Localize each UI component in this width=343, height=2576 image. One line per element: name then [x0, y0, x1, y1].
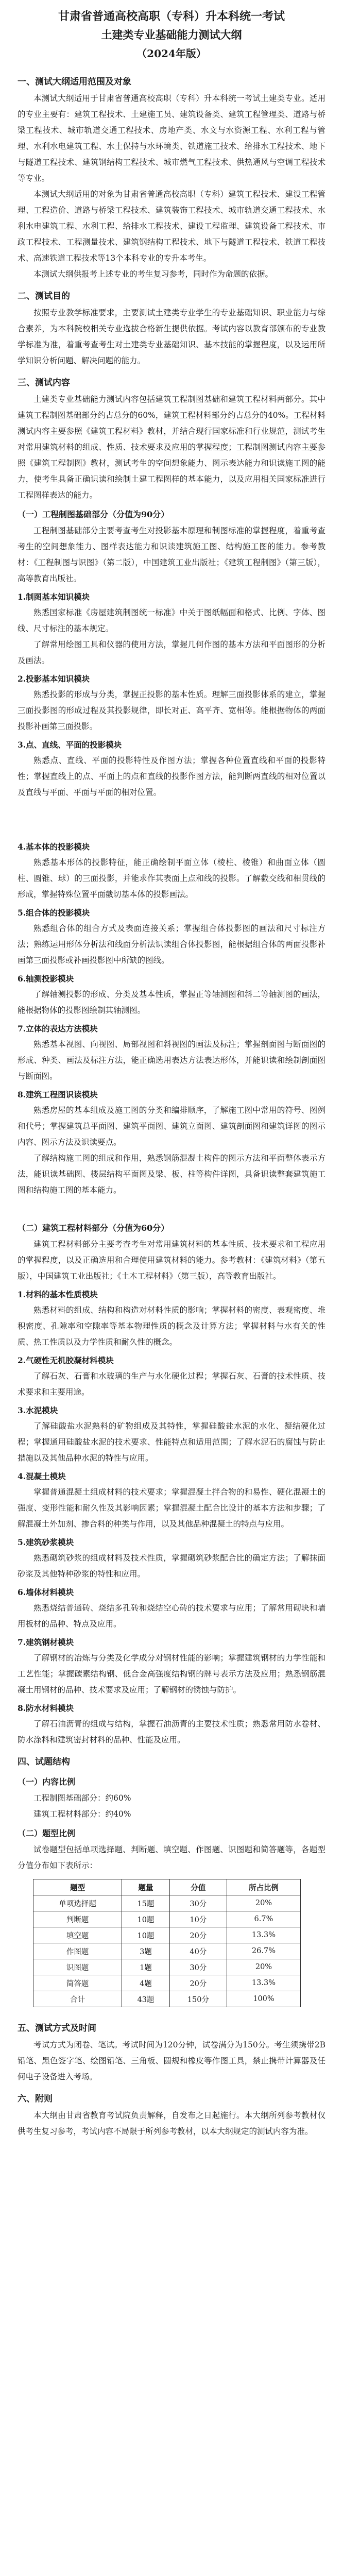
paragraph: 了解常用绘图工具和仪器的使用方法，掌握几何作图的基本方法和平面图形的分析及画法。	[18, 640, 325, 665]
module-heading: 3.水泥模块	[18, 1405, 58, 1415]
paragraph: 建筑工程材料部分主要考查考生对常用建筑材料的基本性质、技术要求和工程应用的掌握程度，以及正确选用和合理使用建筑材料的能力。参考教材：《建筑材料》（第五版），中国建筑工业出版社；《土木工程材料》（第三版），高等教育出版社。	[18, 1240, 325, 1281]
paragraph: 了解硅酸盐水泥熟料的矿物组成及其特性，掌握硅酸盐水泥的水化、凝结硬化过程；掌握通用硅酸盐水泥的技术要求、性能特点和适用范围；了解水泥石的腐蚀与防止措施以及其他品种水泥的特性与应用。	[18, 1421, 325, 1463]
paragraph: 了解石灰、石膏和水玻璃的生产与水化硬化过程；掌握石灰、石膏的技术性质、技术要求和主要用途。	[18, 1371, 325, 1397]
table-cell: 20%	[227, 1895, 300, 1911]
paragraph: 熟悉国家标准《房屋建筑制图统一标准》中关于图纸幅面和格式、比例、字体、图线、尺寸标注的基本规定。	[18, 608, 325, 633]
section-spacer	[18, 1198, 325, 1217]
module-heading: 3.点、直线、平面的投影模块	[18, 740, 122, 750]
list-item: 工程制图基础部分：约60%	[33, 1793, 131, 1803]
table-cell: 10题	[122, 1911, 170, 1927]
table-row	[33, 1975, 301, 1991]
table-row	[33, 1959, 301, 1975]
table-cell: 简答题	[33, 1975, 122, 1991]
paragraph: 了解结构施工图的组成和作用，熟悉钢筋混凝土构件的图示方法和平面整体表示方法，能识读基础图、楼层结构平面图及梁、板、柱等构件详图，具备识读整套建筑施工图和结构施工图的基本能力。	[18, 1154, 325, 1195]
subsection-heading-content-ratio: （一）内容比例	[18, 1777, 76, 1787]
table-cell: 20分	[169, 1927, 227, 1943]
table-cell: 43题	[122, 1991, 170, 2007]
module-heading: 8.防水材料模块	[18, 1703, 74, 1713]
module-heading: 4.基本体的投影模块	[18, 842, 90, 852]
paragraph: 了解轴测投影的形成、分类及基本性质，掌握正等轴测图和斜二等轴测图的画法，能根据物体的投影图绘制其轴测图。	[18, 990, 325, 1015]
document-title-line2: 土建类专业基础能力测试大纲	[101, 28, 242, 41]
paragraph: 掌握普通混凝土组成材料的技术要求；掌握混凝土拌合物的和易性、硬化混凝土的强度、变形性能和耐久性及其影响因素；掌握混凝土配合比设计的基本方法和步骤；了解混凝土外加剂、掺合料的种类与作用，以及其他品种混凝土的特点与应用。	[18, 1487, 325, 1529]
table-cell: 20%	[227, 1959, 300, 1975]
module-heading: 8.建筑工程图识读模块	[18, 1090, 98, 1099]
list-item: 建筑工程材料部分：约40%	[33, 1809, 131, 1819]
table-row-total	[33, 1991, 301, 2007]
paragraph: 熟悉基本形体的投影特征，能正确绘制平面立体（棱柱、棱锥）和曲面立体（圆柱、圆锥、球）的三面投影，并能求作其表面上点和线的投影。了解截交线和相贯线的形成，掌握特殊位置平面截切基本体的投影画法。	[18, 858, 325, 899]
document-title-line1: 甘肃省普通高校高职（专科）升本科统一考试	[58, 10, 285, 23]
table-cell: 填空题	[33, 1927, 122, 1943]
table-cell: 100%	[227, 1991, 300, 2007]
module-heading: 5.建筑砂浆模块	[18, 1537, 74, 1547]
module-heading: 1.制图基本知识模块	[18, 592, 90, 602]
table-cell: 判断题	[33, 1911, 122, 1927]
part-heading-materials: （二）建筑工程材料部分（分值为60分）	[18, 1223, 169, 1233]
module-heading: 6.墙体材料模块	[18, 1587, 74, 1597]
table-cell: 3题	[122, 1943, 170, 1959]
table-row	[33, 1927, 301, 1943]
table-header-row	[33, 1879, 301, 1895]
table-cell: 30分	[169, 1895, 227, 1911]
paragraph: 熟悉烧结普通砖、烧结多孔砖和烧结空心砖的技术要求与应用；了解常用砌块和墙用板材的品种、特点及应用。	[18, 1603, 325, 1629]
module-heading: 6.轴测投影模块	[18, 974, 74, 984]
paragraph: 熟悉投影的形成与分类，掌握正投影的基本性质。理解三面投影体系的建立，掌握三面投影图的形成过程及其投影规律，即长对正、高平齐、宽相等。能根据物体的两面投影补画第三面投影。	[18, 690, 325, 731]
subsection-heading-question-types: （二）题型比例	[18, 1828, 76, 1838]
paragraph: 工程制图基础部分主要考查考生对投影基本原理和制图标准的掌握程度，着重考查考生的空间想象能力、图样表达能力和识读建筑施工图、结构施工图的能力。参考教材：《工程制图与识图》（第二版），中国建筑工业出版社；《建筑工程制图》（第三版），高等教育出版社。	[18, 526, 325, 583]
table-header-cell: 题量	[122, 1879, 170, 1895]
table-cell: 150分	[169, 1991, 227, 2007]
paragraph: 本测试大纲适用的对象为甘肃省普通高校高职（专科）建筑工程技术、建设工程管理、工程造价、道路与桥梁工程技术、建筑装饰工程技术、城市轨道交通工程技术、水利水电建筑工程、水利工程、给排水工程技术、建设工程监理、建筑设备工程技术、市政工程技术、工程测量技术、建筑钢结构工程技术、地下与隧道工程技术、铁道工程技术、高速铁道工程技术等13个本科专业的专升本考生。	[18, 190, 325, 263]
paragraph: 熟悉基本视图、向视图、局部视图和斜视图的画法及标注；掌握剖面图与断面图的形成、种类、画法及标注方法，能正确选用表达方法表达形体，并能识读和绘制剖面图与断面图。	[18, 1040, 325, 1081]
table-cell: 单项选择题	[33, 1895, 122, 1911]
paragraph: 本测试大纲供报考上述专业的考生复习参考，同时作为命题的依据。	[33, 269, 273, 279]
section-heading-structure: 四、试题结构	[18, 1757, 70, 1767]
table-cell: 作图题	[33, 1943, 122, 1959]
table-row	[33, 1943, 301, 1959]
table-cell: 13.3%	[227, 1975, 300, 1991]
paragraph: 按照专业教学标准要求，主要测试土建类专业学生的专业基础知识、职业能力与综合素养，为本科院校相关专业选拔合格新生提供依据。考试内容以教育部颁布的专业教学标准为准，着重考查考生对土建类专业基础知识、基本技能的掌握程度，以及运用所学知识分析问题、解决问题的能力。	[18, 308, 325, 365]
paragraph: 本大纲由甘肃省教育考试院负责解释，自发布之日起施行。本大纲所列参考教材仅供考生复习参考，考试内容不局限于所列参考教材，以本大纲规定的测试内容为准。	[18, 2111, 325, 2136]
module-heading: 5.组合体的投影模块	[18, 908, 90, 918]
table-cell: 26.7%	[227, 1943, 300, 1959]
paragraph: 了解钢材的冶炼与分类及化学成分对钢材性能的影响；掌握建筑钢材的力学性能和工艺性能；掌握碳素结构钢、低合金高强度结构钢的牌号表示方法及应用；熟悉钢筋混凝土用钢材的品种、技术要求及应用；了解钢材的锈蚀与防护。	[18, 1653, 325, 1694]
section-heading-content: 三、测试内容	[18, 378, 70, 388]
section-heading-method: 五、测试方式及时间	[18, 2023, 96, 2033]
module-heading: 2.投影基本知识模块	[18, 674, 90, 684]
paragraph: 熟悉材料的组成、结构和构造对材料性质的影响；掌握材料的密度、表观密度、堆积密度、孔隙率和空隙率等基本物理性质的概念及计算方法；掌握材料与水有关的性质、热工性质以及力学性质和耐久性的概念。	[18, 1306, 325, 1347]
paragraph: 熟悉点、直线、平面的投影特性及作图方法；掌握各种位置直线和平面的投影特性；掌握直线上的点、平面上的点和直线的投影作图方法，能判断两直线的相对位置以及直线与平面、平面与平面的相对位置。	[18, 756, 325, 797]
page-break-space	[18, 801, 325, 837]
paragraph: 熟悉砌筑砂浆的组成材料及技术性质，掌握砌筑砂浆配合比的确定方法；了解抹面砂浆及其他特种砂浆的特性和应用。	[18, 1553, 325, 1579]
table-cell: 6.7%	[227, 1911, 300, 1927]
paragraph: 土建类专业基础能力测试内容包括建筑工程制图基础和建筑工程材料两部分。其中建筑工程制图基础部分约占总分的60%，建筑工程材料部分约占总分的40%。工程材料测试内容主要参照《建筑工程材料》教材，并结合现行国家标准和行业规范，测试考生对常用建筑材料的组成、性质、技术要求及应用的掌握程度；工程制图测试内容主要参照《建筑工程制图》教材，测试考生的空间想象能力、图示表达能力和识读施工图的能力，使考生具备正确识读和绘制土建工程图样的基本能力，以及应用相关国家标准进行工程图样表达的能力。	[18, 395, 325, 500]
paragraph: 熟悉房屋的基本组成及施工图的分类和编排顺序，了解施工图中常用的符号、图例和代号；掌握建筑总平面图、建筑平面图、建筑立面图、建筑剖面图和建筑详图的图示内容、图示方法及识读要点。	[18, 1106, 325, 1147]
paragraph: 熟悉组合体的组合方式及表面连接关系；掌握组合体投影图的画法和尺寸标注方法；熟练运用形体分析法和线面分析法识读组合体投影图，能根据组合体的两面投影补画第三面投影或补画投影图中所缺的图线。	[18, 924, 325, 965]
section-heading-scope: 一、测试大纲适用范围及对象	[18, 77, 131, 87]
module-heading: 7.立体的表达方法模块	[18, 1024, 98, 1033]
paragraph: 试卷题型包括单项选择题、判断题、填空题、作图题、识图题和简答题等，各题型分值分布如下表所示：	[18, 1845, 325, 1870]
table-cell: 30分	[169, 1959, 227, 1975]
table-row	[33, 1895, 301, 1911]
module-heading: 4.混凝土模块	[18, 1471, 66, 1481]
table-cell: 4题	[122, 1975, 170, 1991]
table-header-cell: 题型	[33, 1879, 122, 1895]
table-cell: 合计	[33, 1991, 122, 2007]
table-cell: 15题	[122, 1895, 170, 1911]
question-type-table	[33, 1879, 301, 2007]
table-cell: 13.3%	[227, 1927, 300, 1943]
section-heading-purpose: 二、测试目的	[18, 291, 70, 301]
table-cell: 识图题	[33, 1959, 122, 1975]
table-cell: 10分	[169, 1911, 227, 1927]
table-row	[33, 1911, 301, 1927]
table-cell: 10题	[122, 1927, 170, 1943]
document-title-year: （2024年版）	[136, 47, 207, 60]
module-heading: 7.建筑钢材模块	[18, 1637, 74, 1647]
table-cell: 1题	[122, 1959, 170, 1975]
table-cell: 40分	[169, 1943, 227, 1959]
section-heading-appendix: 六、附则	[18, 2094, 53, 2104]
paragraph: 本测试大纲适用于甘肃省普通高校高职（专科）升本科统一考试土建类专业。适用的专业主要有：建筑工程技术、土建施工员、建筑设备类、建筑工程管理类、道路与桥梁工程技术、城市轨道交通工程技术、房地产类、水文与水资源工程、水利工程与管理、水利水电建筑工程、水土保持与水环境类、铁道施工技术、给排水工程技术、地下与隧道工程技术、建筑钢结构工程技术、城市燃气工程技术、供热通风与空调工程技术等专业。	[18, 94, 325, 183]
module-heading: 1.材料的基本性质模块	[18, 1290, 98, 1299]
part-heading-drawing: （一）工程制图基础部分（分值为90分）	[18, 510, 169, 519]
paragraph: 考试方式为闭卷、笔试。考试时间为120分钟，试卷满分为150分。考生须携带2B铅笔、黑色签字笔、绘图铅笔、三角板、圆规和橡皮等作图工具，禁止携带计算器及任何电子设备进入考场。	[18, 2040, 325, 2081]
module-heading: 2.气硬性无机胶凝材料模块	[18, 1355, 114, 1365]
paragraph: 了解石油沥青的组成与结构，掌握石油沥青的主要技术性质；熟悉常用防水卷材、防水涂料和建筑密封材料的品种、性能及应用。	[18, 1719, 325, 1744]
table-cell: 20分	[169, 1975, 227, 1991]
table-header-cell: 所占比例	[227, 1879, 300, 1895]
table-header-cell: 分值	[169, 1879, 227, 1895]
